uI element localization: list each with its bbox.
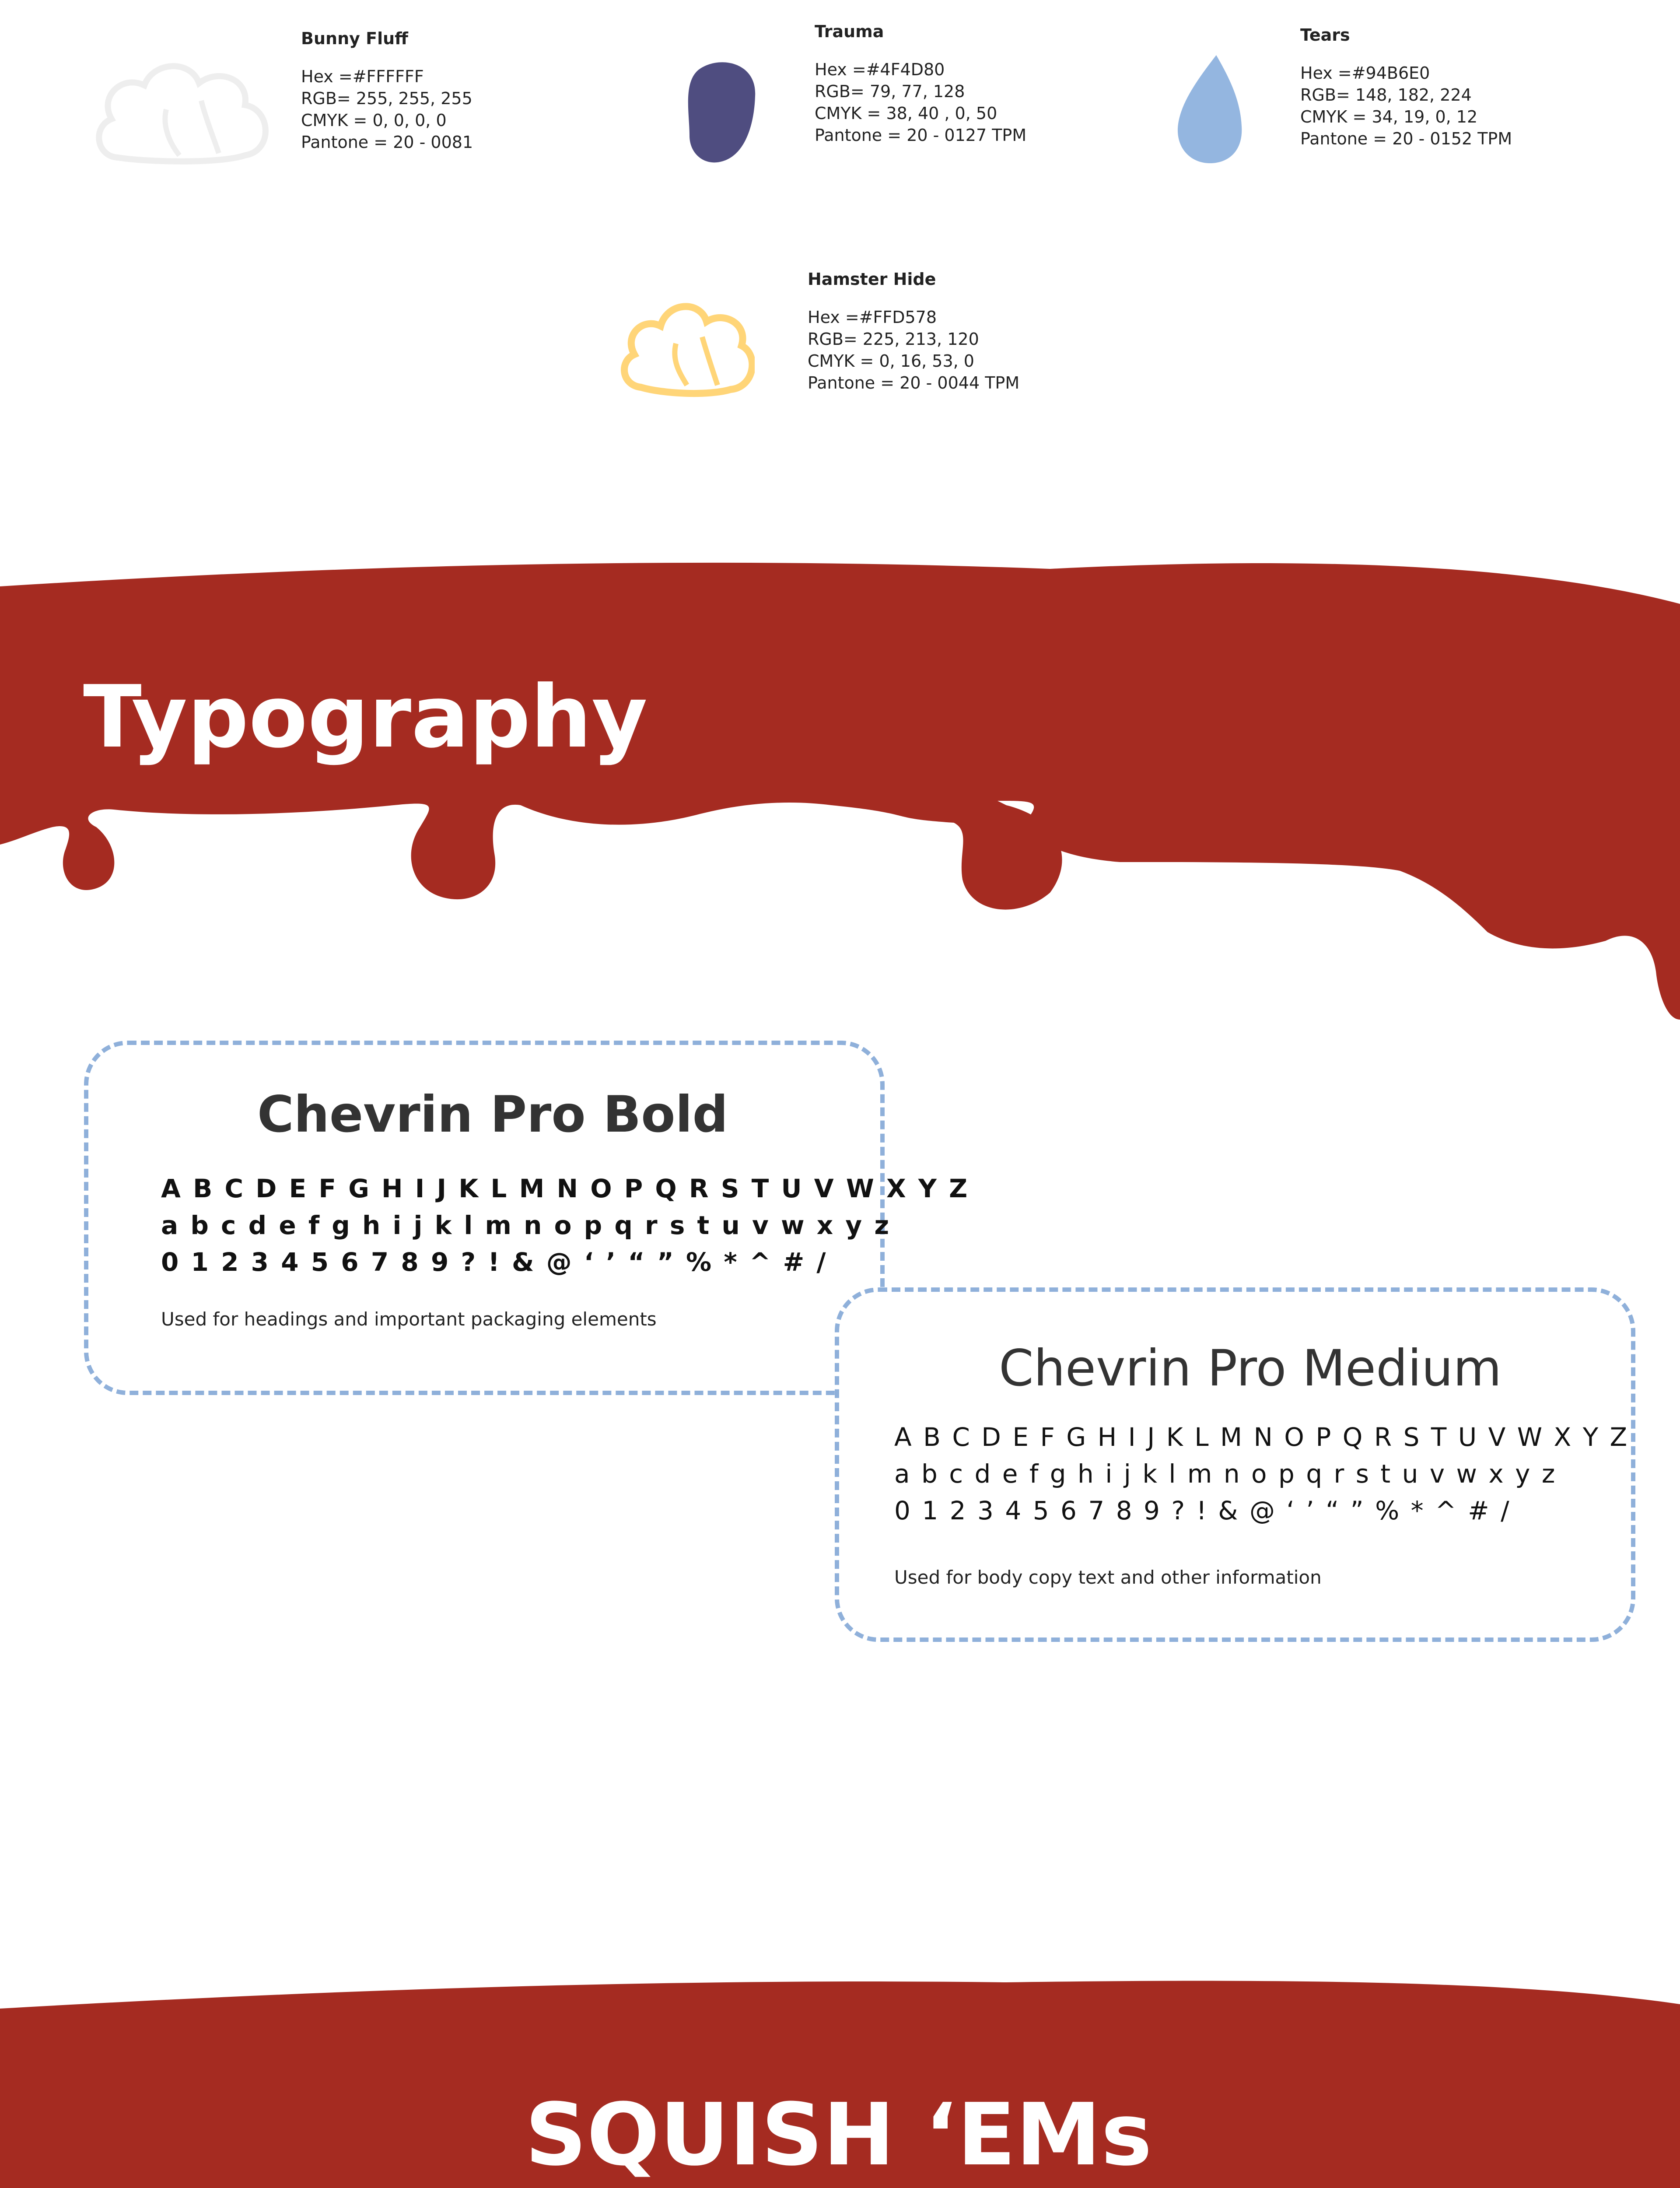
swatch-pantone: Pantone = 20 - 0127 TPM [815,126,1027,145]
swatch-name: Hamster Hide [808,270,936,289]
font-usage-medium: Used for body copy text and other information [894,1567,1322,1588]
swatch-rgb: RGB= 255, 255, 255 [301,89,472,108]
cloud-icon [88,44,280,171]
swatch-cmyk: CMYK = 0, 0, 0, 0 [301,111,447,130]
swatch-hex: Hex =#94B6E0 [1300,63,1430,83]
swatch-pantone: Pantone = 20 - 0152 TPM [1300,129,1512,148]
teardrop-icon [1172,52,1247,165]
swatch-info-tears [1300,25,1512,150]
swatch-info-hamster-hide [808,270,1019,394]
swatch-cmyk: CMYK = 34, 19, 0, 12 [1300,107,1478,126]
swatch-cmyk: CMYK = 38, 40 , 0, 50 [815,104,998,123]
swatch-tears [1172,52,1247,165]
swatch-trauma [681,57,764,166]
paint-drip-shape [0,556,1680,1037]
glyph-lowercase: a b c d e f g h i j k l m n o p q r s t u v w x y z [161,1210,891,1240]
swatch-hex: Hex =#FFD578 [808,308,937,327]
swatch-name: Bunny Fluff [301,29,408,48]
swatch-info-trauma [815,22,1026,146]
swatch-pantone: Pantone = 20 - 0044 TPM [808,373,1020,393]
font-name-medium: Chevrin Pro Medium [999,1339,1502,1397]
swatch-pantone: Pantone = 20 - 0081 [301,133,473,152]
swatch-bunny-fluff [88,44,280,171]
glyph-lowercase: a b c d e f g h i j k l m n o p q r s t u v w x y z [894,1459,1557,1489]
swatch-rgb: RGB= 148, 182, 224 [1300,85,1472,105]
swatch-rgb: RGB= 79, 77, 128 [815,82,965,101]
swatch-cmyk: CMYK = 0, 16, 53, 0 [808,351,974,371]
blob-icon [681,57,764,166]
font-usage-bold: Used for headings and important packaging elements [161,1308,657,1330]
squish-ems-heading: SQUISH ‘EMs [525,2085,1152,2185]
glyph-symbols: 0 1 2 3 4 5 6 7 8 9 ? ! & @ ‘ ’ “ ” % * ^ # / [894,1496,1511,1525]
glyph-uppercase: A B C D E F G H I J K L M N O P Q R S T U V W X Y Z [894,1422,1629,1452]
typography-banner [0,556,1680,1037]
swatch-info-bunny-fluff [301,29,473,153]
typography-heading: Typography [83,667,648,767]
squish-ems-banner [0,1969,1680,2188]
glyph-uppercase: A B C D E F G H I J K L M N O P Q R S T U V W X Y Z [161,1174,970,1203]
swatch-hex: Hex =#4F4D80 [815,60,945,79]
swatch-name: Trauma [815,22,884,41]
swatch-hamster-hide [615,291,755,400]
glyph-symbols: 0 1 2 3 4 5 6 7 8 9 ? ! & @ ‘ ’ “ ” % * ^ # / [161,1247,828,1277]
font-name-bold: Chevrin Pro Bold [257,1085,728,1143]
cloud-icon [615,291,755,400]
swatch-rgb: RGB= 225, 213, 120 [808,330,979,349]
swatch-name: Tears [1300,25,1350,45]
swatch-hex: Hex =#FFFFFF [301,67,424,86]
